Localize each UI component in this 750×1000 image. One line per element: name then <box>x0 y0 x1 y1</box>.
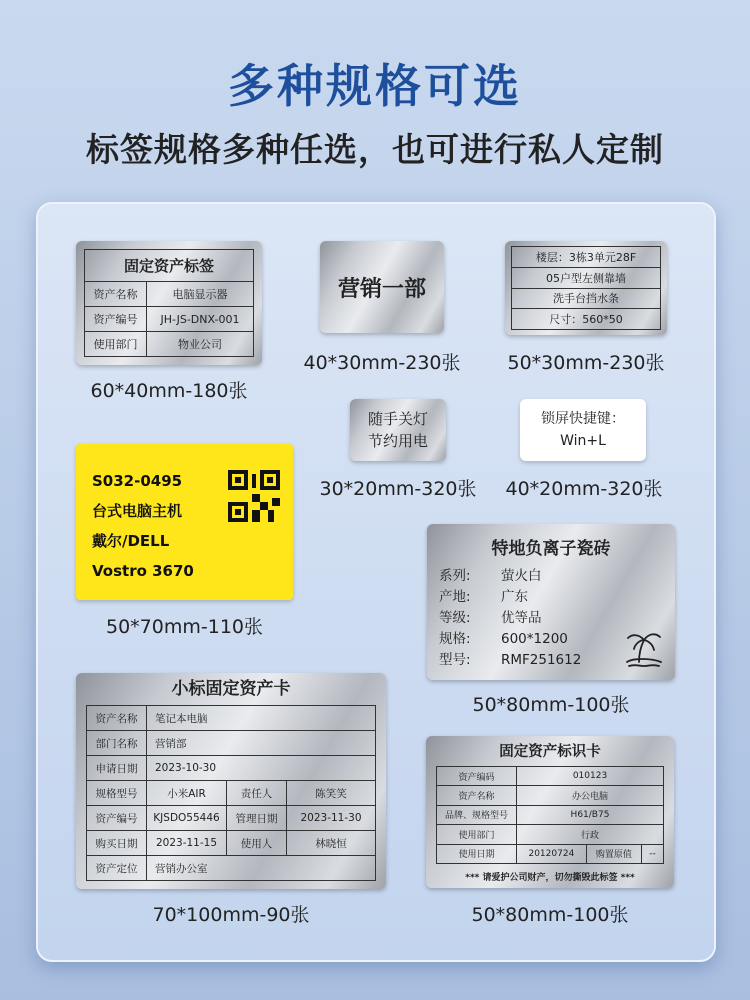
size-caption: 40*30mm-230张 <box>303 352 461 374</box>
label-sample-location <box>505 241 667 335</box>
page-subheadline: 标签规格多种任选，也可进行私人定制 <box>86 130 664 169</box>
label-value: 物业公司 <box>147 332 254 357</box>
label-value: 电脑显示器 <box>147 282 254 307</box>
id-card-field: 资产名称 <box>437 786 517 805</box>
label-value: 萤火白 <box>501 568 542 584</box>
size-caption: 50*30mm-230张 <box>507 352 665 374</box>
label-line: Win+L <box>560 433 606 449</box>
card-field: 资产编号 <box>87 806 147 831</box>
card-field: 规格型号 <box>87 781 147 806</box>
id-card-value: 20120724 <box>517 844 587 863</box>
label-field: 规格: <box>439 631 471 647</box>
label-value: JH-JS-DNX-001 <box>147 307 254 332</box>
id-card-field: 品牌、规格型号 <box>437 805 517 824</box>
size-caption: 30*20mm-320张 <box>319 478 477 500</box>
card-field: 管理日期 <box>227 806 287 831</box>
label-text: 营销一部 <box>337 276 426 302</box>
id-card-field: 使用日期 <box>437 844 517 863</box>
label-sample-asset-card <box>76 673 386 889</box>
card-value: 小米AIR <box>147 781 227 806</box>
label-value: RMF251612 <box>501 652 582 668</box>
label-value: 优等品 <box>501 610 542 626</box>
label-line: 戴尔/DELL <box>92 532 170 550</box>
label-sample-department <box>320 241 444 333</box>
card-value: 2023-11-15 <box>147 831 227 856</box>
label-sample-shortcut <box>520 399 646 461</box>
card-field: 资产名称 <box>87 706 147 731</box>
label-sample-tile <box>427 524 675 680</box>
page-headline: 多种规格可选 <box>228 59 522 113</box>
label-sample-computer <box>76 444 293 600</box>
label-sample-id-card <box>426 736 674 888</box>
card-value: 2023-11-30 <box>287 806 376 831</box>
id-card-value: 办公电脑 <box>517 786 664 805</box>
label-sample-fixed-asset <box>76 241 262 365</box>
card-field: 购买日期 <box>87 831 147 856</box>
card-field: 申请日期 <box>87 756 147 781</box>
card-value: 2023-10-30 <box>147 756 376 781</box>
id-card-value: 行政 <box>517 825 664 844</box>
card-field: 资产定位 <box>87 856 147 881</box>
label-title: 小标固定资产卡 <box>171 679 291 699</box>
size-caption: 60*40mm-180张 <box>90 380 248 402</box>
card-field: 部门名称 <box>87 731 147 756</box>
label-line: 楼层：3栋3单元28F <box>512 247 661 268</box>
size-caption: 40*20mm-320张 <box>505 478 663 500</box>
label-field: 型号: <box>439 652 471 668</box>
label-field: 资产名称 <box>85 282 147 307</box>
card-field: 使用人 <box>227 831 287 856</box>
label-sample-light-reminder <box>350 399 446 461</box>
label-title: 特地负离子瓷砖 <box>491 539 611 559</box>
card-value: 营销部 <box>147 731 376 756</box>
size-caption: 50*80mm-100张 <box>472 694 630 716</box>
id-card-value: 010123 <box>517 767 664 786</box>
label-line: 尺寸：560*50 <box>512 309 661 330</box>
label-line: 台式电脑主机 <box>92 502 183 520</box>
id-card-field: 资产编码 <box>437 767 517 786</box>
label-value: 广东 <box>501 589 528 605</box>
id-card-value: H61/B75 <box>517 805 664 824</box>
label-title: 固定资产标识卡 <box>499 744 601 760</box>
card-field: 责任人 <box>227 781 287 806</box>
card-value: 陈笑笑 <box>287 781 376 806</box>
card-value: 营销办公室 <box>147 856 376 881</box>
label-line: 05户型左侧靠墙 <box>512 267 661 288</box>
id-card-field: 购置原值 <box>586 844 641 863</box>
label-line: 节约用电 <box>367 432 428 450</box>
id-card-field: 使用部门 <box>437 825 517 844</box>
label-field: 等级: <box>439 610 471 626</box>
size-caption: 50*70mm-110张 <box>106 616 263 638</box>
qr-code-icon <box>228 470 280 522</box>
label-line: 随手关灯 <box>367 410 428 428</box>
label-line: Vostro 3670 <box>92 562 194 580</box>
label-field: 资产编号 <box>85 307 147 332</box>
label-field: 系列: <box>439 568 471 584</box>
size-caption: 70*100mm-90张 <box>152 904 310 926</box>
label-value: 600*1200 <box>501 631 568 647</box>
label-line: 洗手台挡水条 <box>512 288 661 309</box>
size-caption: 50*80mm-100张 <box>471 904 629 926</box>
card-value: 笔记本电脑 <box>147 706 376 731</box>
id-card-value: -- <box>642 844 664 863</box>
label-line: 锁屏快捷键： <box>541 411 625 427</box>
label-field: 产地: <box>439 589 471 605</box>
card-value: KJSDO55446 <box>147 806 227 831</box>
card-value: 林晓恒 <box>287 831 376 856</box>
palm-tree-icon <box>625 628 663 668</box>
id-card-footer: *** 请爱护公司财产，切勿撕毁此标签 *** <box>465 873 635 883</box>
label-title: 固定资产标签 <box>85 250 254 282</box>
label-field: 使用部门 <box>85 332 147 357</box>
label-line: S032-0495 <box>92 472 183 490</box>
